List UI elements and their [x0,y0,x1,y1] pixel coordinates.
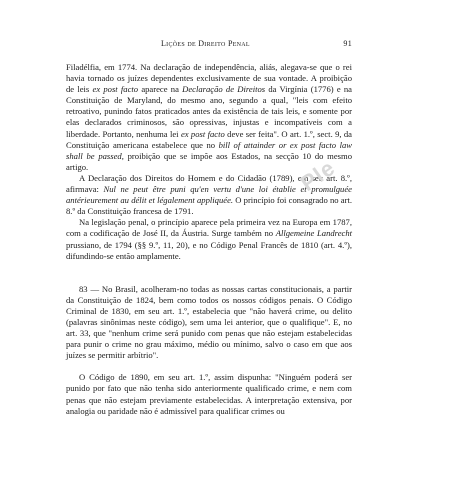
paragraph [66,217,352,261]
italic-text: ex post facto [180,128,225,139]
text-run: deve ser feita". O art. 1.º, sect. 9, da Constituição americana estabelece que no [66,128,352,150]
paragraph [66,62,352,173]
text-run: 83 — No Brasil, acolheram-no todas as nossas cartas constitucionais, a partir da Constituição de 1824, bem como todos os nossos códigos penais. O Código Criminal de 1830, em seu art. 1.º, estabelecia que "não haverá crime, ou delito (palavras sinônimas neste código), sem uma lei anterior, que o qualifique". E, no art. 33, que "nenhum crime será punido com penas que não estejam estabelecidas para punir o crime no grau máximo, médio ou mínimo, salvo o caso em que aos juízes se permitir arbítrio". [66,283,352,361]
text-run: da Virgínia (1776) e na Constituição de Maryland, do mesmo ano, segundo a qual, "leis com efeito retroativo, punindo fatos praticados antes da existência de tais leis, e somente por elas declarados criminosos, são opressivas, injustas e incompatíveis com a liberdade. Portanto, nenhuma lei [66,84,352,139]
text-run: , proibição que se impõe aos Estados, na secção 10 do mesmo artigo. [66,150,352,172]
italic-text: Nul ne peut être puni qu'en vertu d'une loi établie et promulguée antérieurement au délit et légalement appliquée. [66,184,352,206]
italic-text: Declaração de Direitos [182,84,266,95]
text-run: aparece na [138,84,183,95]
text-run: O Código de 1890, em seu art. 1.º, assim dispunha: "Ninguém poderá ser punido por fato que não tenha sido anteriormente qualificado crime, e nem com penas que não estejam previamente estabelecidas. A interpretação extensiva, por analogia ou paridade não é admissível para qualificar crimes ou [66,372,352,416]
running-title: Lições de Direito Penal [161,39,250,48]
running-header [66,38,352,49]
page-number: 91 [343,39,352,48]
watermark: Ple [295,154,340,196]
page-body [66,62,352,417]
text-run: A Declaração dos Direitos do Homem e do Cidadão (1789), em seu art. 8.º, afirmava: [66,172,352,195]
text-run: Na legislação penal, o princípio aparece pela primeira vez na Europa em 1787, com a codificação de José II, da Áustria. Surge também no [66,217,352,239]
italic-text: bill of attainder or ex post facto law shall be passed [66,139,352,161]
paragraph [66,372,352,416]
text-run: O princípio foi consagrado no art. 8.º da Constituição francesa de 1791. [66,195,352,217]
text-run: Filadélfia, em 1774. Na declaração de independência, aliás, alegava-se que o rei havia tornado os juízes dependentes exclusivamente de sua vontade. A proibição de leis [66,62,352,95]
text-run: prussiano, de 1794 (§§ 9.º, 11, 20), e no Código Penal Francês de 1810 (art. 4.º), difundindo-se então amplamente. [66,239,352,261]
paragraph-section-83 [66,284,352,362]
italic-text: ex post facto [92,84,139,95]
italic-text: Allgemeine Landrecht [275,228,353,239]
